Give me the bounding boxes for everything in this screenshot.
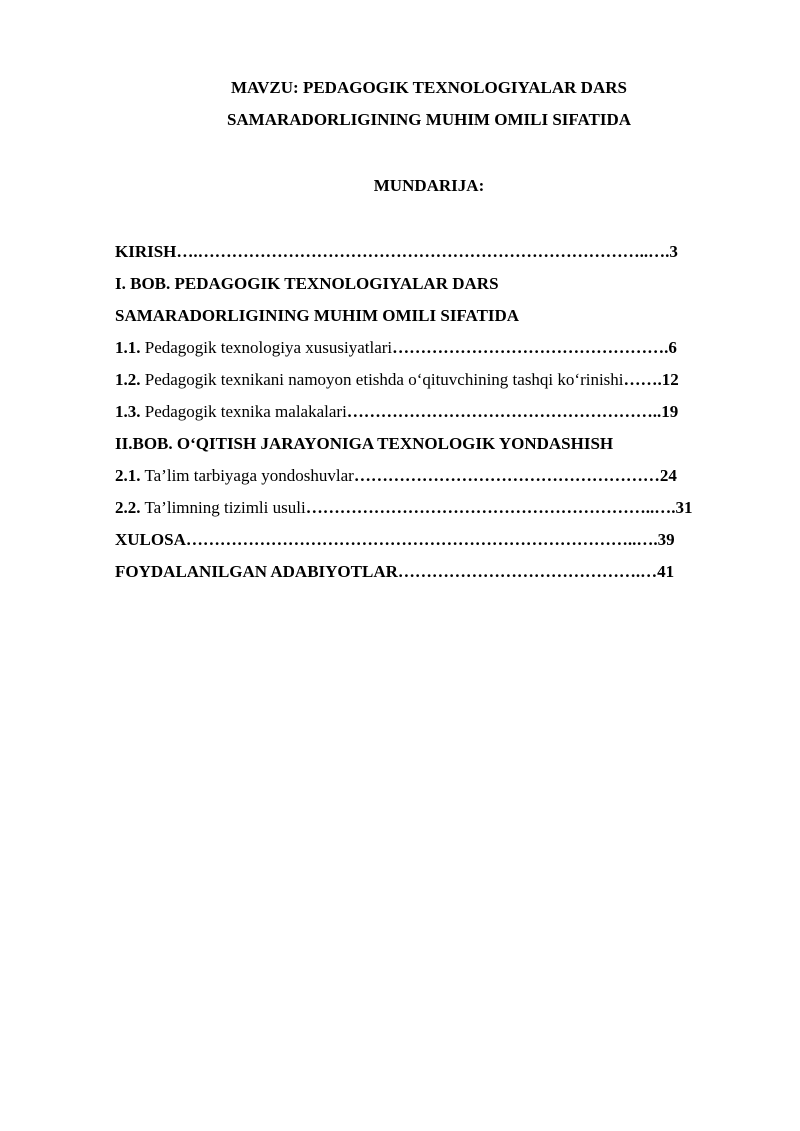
toc-page-number: 12 [661,370,679,389]
toc-page-number: 3 [669,242,678,261]
toc-page-number: 19 [661,402,679,421]
toc-page-number: 31 [675,498,693,517]
toc-entry-label: FOYDALANILGAN ADABIYOTLAR [115,562,398,581]
toc-entry-1-2 [115,364,739,396]
toc-entry-kirish [115,236,739,268]
toc-chapter-1-line-1 [115,268,739,300]
toc-leader-dots: ……………………………………………….. [346,402,662,421]
toc-entry-1-3 [115,396,739,428]
toc-entry-label: Pedagogik texnologiya xususiyatlari [140,338,393,357]
contents-heading: MUNDARIJA: [373,176,485,195]
toc-entry-label: Pedagogik texnika malakalari [140,402,347,421]
toc-entry-label: Ta’lim tarbiyaga yondoshuvlar [140,466,354,485]
document-title-line-1: MAVZU: PEDAGOGIK TEXNOLOGIYALAR DARS [231,78,627,97]
toc-entry-label: Ta’limning tizimli usuli [140,498,306,517]
toc-page-number: 39 [657,530,675,549]
toc-chapter-2 [115,428,739,460]
table-of-contents [115,236,739,588]
toc-leader-dots: …………………………………….… [397,562,658,581]
toc-entry-adabiyotlar [115,556,739,588]
toc-entry-label: Pedagogik texnikani namoyon etishda o‘qituvchining tashqi ko‘rinishi [140,370,624,389]
toc-leader-dots: ……………………………………………………………………..…. [185,530,658,549]
toc-entry-xulosa [115,524,739,556]
toc-section-number: 2.1. [115,466,141,485]
toc-leader-dots: …………………………………………. [392,338,669,357]
toc-chapter-title: SAMARADORLIGINING MUHIM OMILI SIFATIDA [115,306,520,325]
toc-entry-1-1 [115,332,739,364]
toc-entry-2-2 [115,492,739,524]
toc-leader-dots: ……………………………………………………..…. [305,498,676,517]
toc-leader-dots: ……. [623,370,662,389]
toc-entry-2-1 [115,460,739,492]
toc-entry-label: XULOSA [115,530,186,549]
toc-section-number: 2.2. [115,498,141,517]
toc-leader-dots: ……………………………………………… [353,466,660,485]
document-title-line-2: SAMARADORLIGINING MUHIM OMILI SIFATIDA [226,110,632,129]
toc-section-number: 1.2. [115,370,141,389]
toc-section-number: 1.1. [115,338,141,357]
toc-page-number: 6 [668,338,677,357]
toc-leader-dots: ….……………………………………………………………………..…. [176,242,670,261]
toc-chapter-1-line-2 [115,300,739,332]
toc-page-number: 41 [657,562,675,581]
toc-entry-label: KIRISH [115,242,177,261]
toc-chapter-title: I. BOB. PEDAGOGIK TEXNOLOGIYALAR DARS [115,274,499,293]
toc-chapter-title: II.BOB. O‘QITISH JARAYONIGA TEXNOLOGIK YONDASHISH [115,434,614,453]
toc-page-number: 24 [659,466,677,485]
toc-section-number: 1.3. [115,402,141,421]
